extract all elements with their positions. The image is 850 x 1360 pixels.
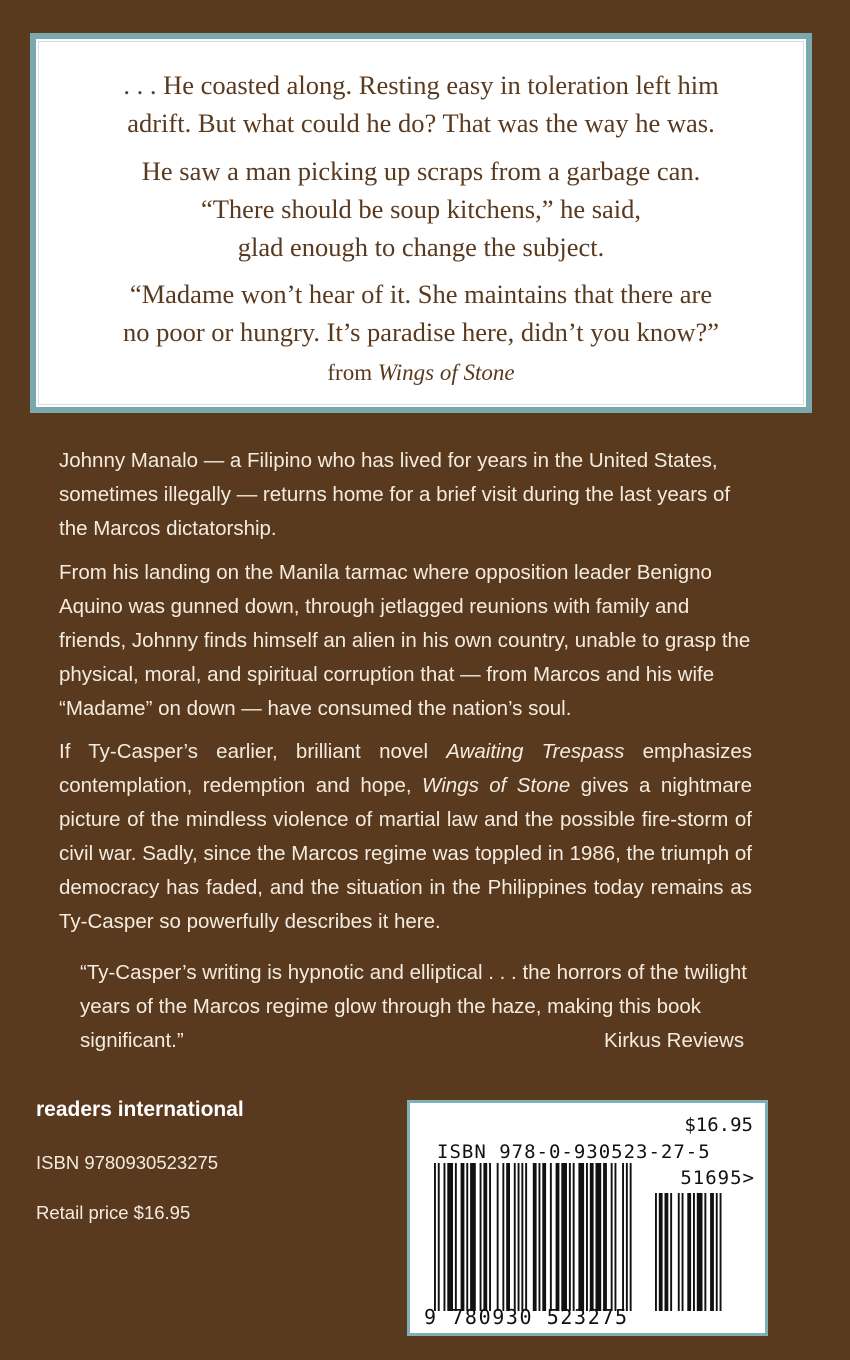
quote-line: . . . He coasted along. Resting easy in toleration left him — [123, 70, 719, 100]
excerpt-quote-box — [30, 33, 812, 413]
isbn-text: ISBN 9780930523275 — [36, 1152, 219, 1173]
barcode-addon-number: 51695> — [680, 1167, 755, 1189]
barcode-digits: 9 780930 523275 — [424, 1305, 629, 1329]
description-paragraph-2: From his landing on the Manila tarmac where opposition leader Benigno Aquino was gunned down, through jetlagged reunions with family and friends, Johnny finds himself an alien in his own country, unable to grasp the physical, moral, and spiritual corruption that — from Marcos and his wife “Madame” on down — have consumed the nation’s soul. — [59, 561, 751, 720]
quote-line: glad enough to change the subject. — [237, 232, 605, 262]
barcode-box — [407, 1100, 768, 1336]
book-title-wings-of-stone: Wings of Stone — [422, 774, 571, 797]
description-text: gives a nightmare picture of the mindless violence of martial law and the possible fire-storm of civil war. Sadly, since the Marcos regime was toppled in 1986, the triumph of democracy has faded, and the situation in the Philippines today remains as Ty-Casper so powerfully describes it here. — [59, 774, 752, 933]
quote-line: “There should be soup kitchens,” he said, — [200, 194, 642, 224]
quote-line: no poor or hungry. It’s paradise here, didn’t you know?” — [122, 317, 720, 347]
description-paragraph-1: Johnny Manalo — a Filipino who has lived for years in the United States, sometimes illegally — returns home for a brief visit during the last years of the Marcos dictatorship. — [59, 449, 731, 540]
quote-paragraph-1 — [36, 66, 806, 142]
quote-line: “Madame won’t hear of it. She maintains that there are — [129, 279, 713, 309]
barcode-addon-bars — [655, 1193, 747, 1311]
quote-source-title: Wings of Stone — [377, 360, 515, 385]
barcode-price: $16.95 — [684, 1114, 753, 1136]
barcode-isbn: ISBN 978-0-930523-27-5 — [437, 1141, 711, 1163]
description-paragraph-3 — [59, 735, 752, 939]
book-title-awaiting-trespass: Awaiting Trespass — [446, 740, 625, 763]
quote-source — [36, 357, 806, 389]
quote-paragraph-3 — [36, 275, 806, 351]
quote-line: He saw a man picking up scraps from a garbage can. — [141, 156, 701, 186]
quote-line: adrift. But what could he do? That was the way he was. — [127, 108, 715, 138]
review-attribution: Kirkus Reviews — [604, 1029, 745, 1052]
description-text: emphasizes contemplation, redemption and hope, — [59, 740, 752, 797]
quote-paragraph-2 — [36, 152, 806, 266]
retail-price: Retail price $16.95 — [36, 1202, 191, 1223]
quote-source-prefix: from — [327, 360, 373, 385]
description-text: If Ty-Casper’s earlier, brilliant novel — [59, 740, 447, 763]
publisher-name: readers international — [36, 1098, 244, 1121]
barcode-main-bars — [434, 1163, 639, 1311]
review-quote: “Ty-Casper’s writing is hypnotic and elliptical . . . the horrors of the twilight years of the Marcos regime glow through the haze, making this book significant.” — [80, 961, 747, 1052]
